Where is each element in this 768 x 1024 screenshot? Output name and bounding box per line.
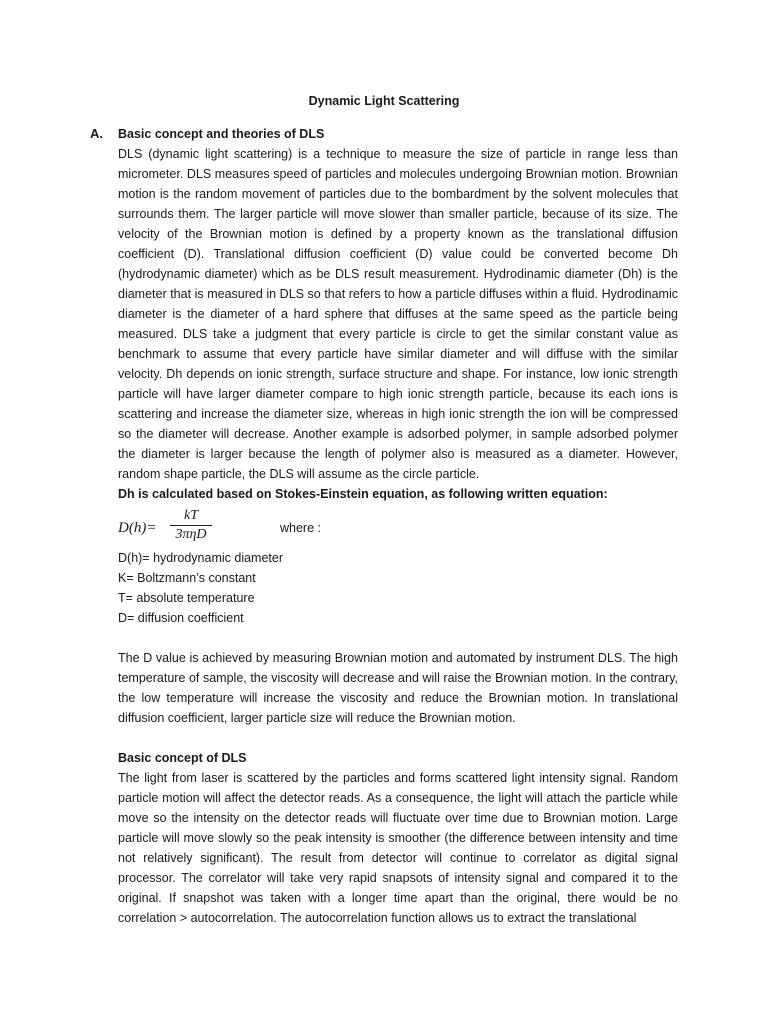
spacer bbox=[118, 628, 678, 648]
definition-list bbox=[118, 548, 678, 628]
formula-where-label: where : bbox=[280, 521, 321, 535]
section-a-paragraph: DLS (dynamic light scattering) is a technique to measure the size of particle in range less than micrometer. DLS measures speed of particles and molecules undergoing Brownian motion. Brownian motion is the random movement of particles due to the bombardment by the solvent molecules that surrounds them. The larger particle will move slower than smaller particle, because of its size. The velocity of the Brownian motion is defined by a property known as the translational diffusion coefficient (D). Translational diffusion coefficient (D) value could be converted become Dh (hydrodynamic diameter) which as be DLS result measurement. Hydrodinamic diameter (Dh) is the diameter that is measured in DLS so that refers to how a particle diffuses within a fluid. Hydrodinamic diameter is the diameter of a hard sphere that diffuses at the same speed as the particle being measured. DLS take a judgment that every particle is circle to get the similar constant value as benchmark to assume that every particle have similar diameter and will diffuse with the similar velocity. Dh depends on ionic strength, surface structure and shape. For instance, low ionic strength particle will have larger diameter compare to high ionic strength particle, because its each ions is scattering and increase the diameter size, whereas in high ionic strength the ion will be compressed so the diameter will decrease. Another example is adsorbed polymer, in sample adsorbed polymer the diameter is larger because the length of polymer also is measured as a diameter. However, random shape particle, the DLS will assume as the circle particle. bbox=[118, 147, 678, 481]
basic-concept-paragraph: The light from laser is scattered by the particles and forms scattered light intensity signal. Random particle motion will affect the detector reads. As a consequence, the light will attach the particle while move so the intensity on the detector reads will fluctuate over time due to Brownian motion. Large particle will move slowly so the peak intensity is smoother (the difference between intensity and time not relatively significant). The result from detector will continue to correlator as digital signal processor. The correlator will take very rapid snapsots of intensity signal and compared it to the original. If snapshot was taken with a longer time apart than the original, there would be no correlation > autocorrelation. The autocorrelation function allows us to extract the translational bbox=[118, 771, 678, 925]
definition-item: D= diffusion coefficient bbox=[118, 611, 244, 625]
section-a-paragraph-2: The D value is achieved by measuring Brownian motion and automated by instrument DLS. The high temperature of sample, the viscosity will decrease and will raise the Brownian motion. In the contrary, the low temperature will increase the viscosity and reduce the Brownian motion. In translational diffusion coefficient, larger particle size will reduce the Brownian motion. bbox=[118, 651, 678, 725]
definition-item: D(h)= hydrodynamic diameter bbox=[118, 551, 283, 565]
stokes-einstein-formula bbox=[118, 510, 678, 548]
equation-intro: Dh is calculated based on Stokes-Einstein equation, as following written equation: bbox=[118, 487, 608, 501]
spacer bbox=[118, 728, 678, 748]
section-letter: A. bbox=[90, 126, 103, 141]
page-title: Dynamic Light Scattering bbox=[308, 94, 460, 108]
formula-lhs: D(h)= bbox=[118, 520, 157, 536]
definition-item: T= absolute temperature bbox=[118, 591, 255, 605]
section-a-body bbox=[118, 124, 678, 928]
formula-fraction bbox=[170, 508, 212, 543]
section-a-heading: Basic concept and theories of DLS bbox=[118, 127, 325, 141]
formula-denominator: 3πηD bbox=[175, 527, 207, 542]
basic-concept-heading: Basic concept of DLS bbox=[118, 751, 247, 765]
formula-numerator: kT bbox=[170, 508, 212, 526]
definition-item: K= Boltzmann’s constant bbox=[118, 571, 256, 585]
